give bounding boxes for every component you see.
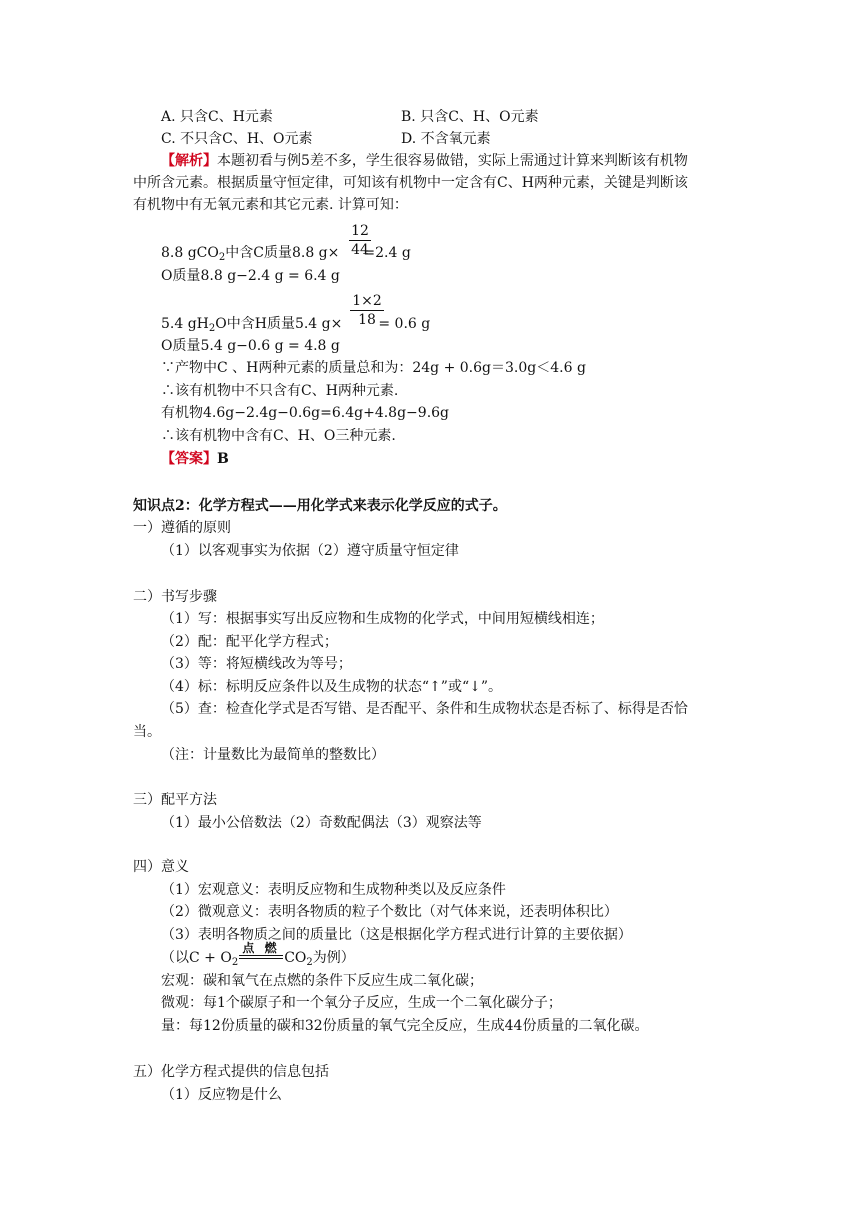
fraction-1x2-18: 1×2 18 [350, 292, 384, 329]
section-2-line-5a: （5）查：检查化学式是否写错、是否配平、条件和生成物状态是否标了、标得是否恰 [161, 701, 688, 717]
calc-h-mass: 5.4 $gH_2O$中含H质量5.4 g× = 0.6 g [161, 316, 431, 334]
section-2-title: 二）书写步骤 [133, 589, 217, 605]
calc-o-mass-2: O质量5.4 g−0.6 g = 4.8 g [161, 338, 340, 354]
section-4-macro: 宏观：碳和氧气在点燃的条件下反应生成二氧化碳； [161, 973, 483, 989]
option-b: B. 只含C、H、O元素 [401, 109, 539, 125]
equation-example: （以$C + O_2$ $CO_2$为例） [161, 950, 355, 968]
analysis-tag: 【解析】 [161, 153, 217, 169]
section-4-line-2: （2）微观意义：表明各物质的粒子个数比（对气体来说，还表明体积比） [161, 904, 618, 920]
analysis-line-1: 【解析】本题初看与例5差不多，学生很容易做错，实际上需通过计算来判断该有机物 [161, 153, 688, 169]
answer-tag: 【答案】 [161, 451, 217, 467]
fraction-12-44: 12 44 [349, 222, 371, 259]
section-3-title: 三）配平方法 [133, 792, 217, 808]
answer-line [161, 449, 229, 469]
section-3-line-1: （1）最小公倍数法（2）奇数配偶法（3）观察法等 [161, 815, 482, 831]
option-a: A. 只含C、H元素 [161, 109, 273, 125]
section-2-line-2: （2）配：配平化学方程式； [161, 634, 338, 650]
section-1-line-1: （1）以客观事实为依据（2）遵守质量守恒定律 [161, 543, 459, 559]
analysis-line-2: 中所含元素。根据质量守恒定律，可知该有机物中一定含有C、H两种元素，关键是判断该 [133, 175, 688, 191]
section-4-title: 四）意义 [133, 859, 189, 875]
section-2-line-5b: 当。 [133, 724, 161, 740]
section-1-title: 一）遵循的原则 [133, 520, 231, 536]
analysis-line-3: 有机物中有无氧元素和其它元素. 计算可知： [133, 197, 408, 213]
section-2-note: （注：计量数比为最简单的整数比） [161, 747, 385, 763]
option-d: D. 不含氧元素 [401, 131, 491, 147]
calc-conclusion-2: ∴该有机物中含有C、H、O三种元素. [161, 428, 396, 444]
section-2-line-1: （1）写：根据事实写出反应物和生成物的化学式，中间用短横线相连； [161, 611, 604, 627]
calc-organic-mass: 有机物4.6g−2.4g−0.6g=6.4g+4.8g−9.6g [161, 405, 450, 421]
calc-conclusion-1: ∴该有机物中不只含有C、H两种元素. [161, 383, 399, 399]
section-4-line-1: （1）宏观意义：表明反应物和生成物种类以及反应条件 [161, 882, 506, 898]
section-2-line-3: （3）等：将短横线改为等号； [161, 656, 352, 672]
section-4-micro: 微观：每1个碳原子和一个氧分子反应，生成一个二氧化碳分子； [161, 995, 562, 1011]
section-5-title: 五）化学方程式提供的信息包括 [133, 1064, 329, 1080]
section-4-line-3: （3）表明各物质之间的质量比（这是根据化学方程式进行计算的主要依据） [161, 927, 632, 943]
option-c: C. 不只含C、H、O元素 [161, 131, 313, 147]
calc-sum: ∵产物中C 、H两种元素的质量总和为：24g + 0.6g＝3.0g＜4.6 g [161, 360, 586, 376]
calc-c-mass: 8.8 gCO$_2$中含C质量8.8 g× =2.4 g [161, 245, 411, 263]
reaction-condition: 点 燃 [239, 941, 283, 959]
section-4-quantity: 量：每12份质量的碳和32份质量的氧气完全反应，生成44份质量的二氧化碳。 [161, 1018, 649, 1034]
calc-o-mass-1: O质量8.8 g−2.4 g = 6.4 g [161, 268, 340, 284]
answer-value: B [217, 451, 229, 467]
section-2-line-4: （4）标：标明反应条件以及生成物的状态“↑”或“↓”。 [161, 679, 502, 695]
section-5-line-1: （1）反应物是什么 [161, 1087, 282, 1103]
kp2-heading: 知识点2：化学方程式——用化学式来表示化学反应的式子。 [133, 498, 507, 514]
